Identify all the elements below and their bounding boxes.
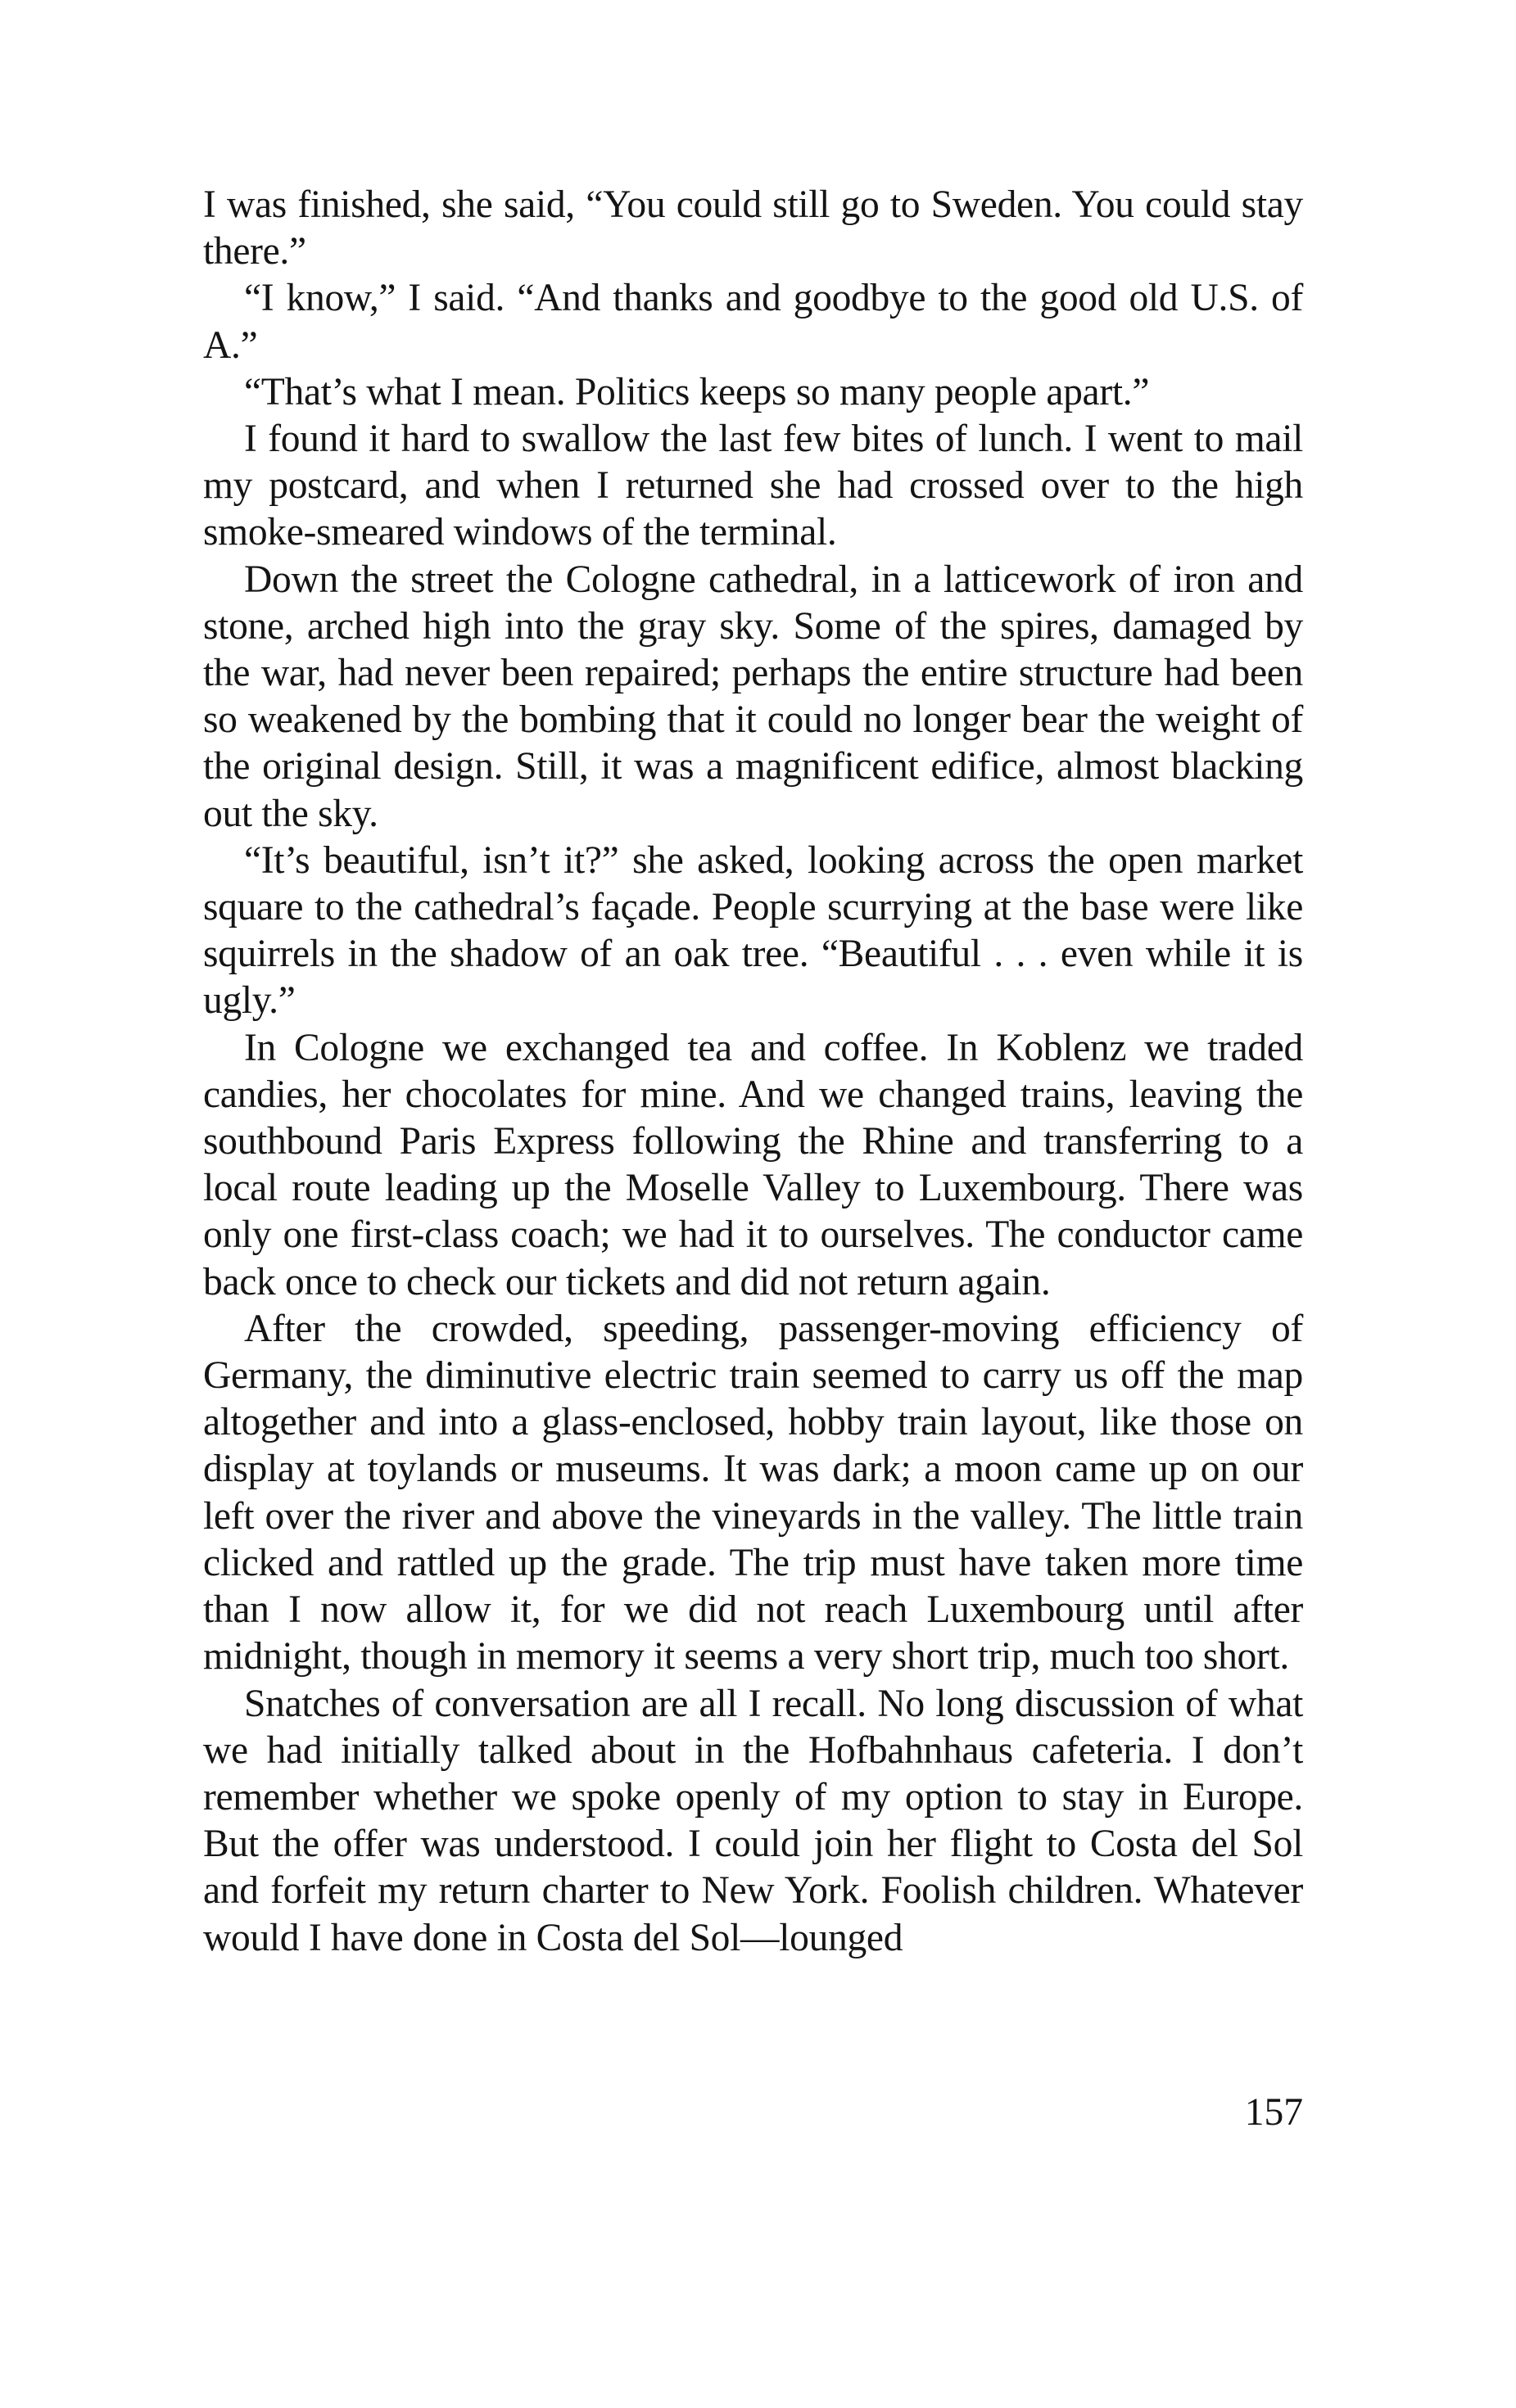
body-text: [203, 182, 1303, 1962]
paragraph-6: “It’s beautiful, isn’t it?” she asked, looking across the open market square to the cathedral’s façade. People scurrying at the base were like squirrels in the shadow of an oak tree. “Beautiful . . . even while it is ugly.”: [203, 838, 1303, 1023]
paragraph-5: Down the street the Cologne cathedral, in a latticework of iron and stone, arched high into the gray sky. Some of the spires, damaged by the war, had never been repaired; perhaps the entire structure had been so weakened by the bombing that it could no longer bear the weight of the original design. Still, it was a magnificent edifice, almost blacking out the sky.: [203, 558, 1303, 835]
paragraph-7: In Cologne we exchanged tea and coffee. In Koblenz we traded candies, her chocolates for mine. And we changed trains, leaving the southbound Paris Express following the Rhine and transferring to a local route leading up the Moselle Valley to Luxembourg. There was only one first-class coach; we had it to ourselves. The conductor came back once to check our tickets and did not return again.: [203, 1026, 1303, 1303]
paragraph-2: “I know,” I said. “And thanks and goodbye to the good old U.S. of A.”: [203, 277, 1303, 367]
page-number: 157: [1244, 2091, 1303, 2134]
paragraph-3: “That’s what I mean. Politics keeps so many people apart.”: [244, 370, 1150, 413]
paragraph-8: After the crowded, speeding, passenger-moving efficiency of Germany, the diminutive electric train seemed to carry us off the map altogether and into a glass-enclosed, hobby train layout, like those on display at toylands or museums. It was dark; a moon came up on our left over the river and above the vineyards in the valley. The little train clicked and rattled up the grade. The trip must have taken more time than I now allow it, for we did not reach Luxembourg until after midnight, though in memory it seems a very short trip, much too short.: [203, 1307, 1303, 1678]
paragraph-1: I was finished, she said, “You could still go to Sweden. You could stay there.”: [203, 183, 1303, 273]
paragraph-4: I found it hard to swallow the last few bites of lunch. I went to mail my postcard, and when I returned she had crossed over to the high smoke-smeared windows of the terminal.: [203, 418, 1303, 554]
paragraph-9: Snatches of conversation are all I recall. No long discussion of what we had initially talked about in the Hofbahnhaus cafeteria. I don’t remember whether we spoke openly of my option to stay in Europe. But the offer was understood. I could join her flight to Costa del Sol and forfeit my return charter to New York. Foolish children. Whatever would I have done in Costa del Sol—lounged: [203, 1682, 1303, 1959]
